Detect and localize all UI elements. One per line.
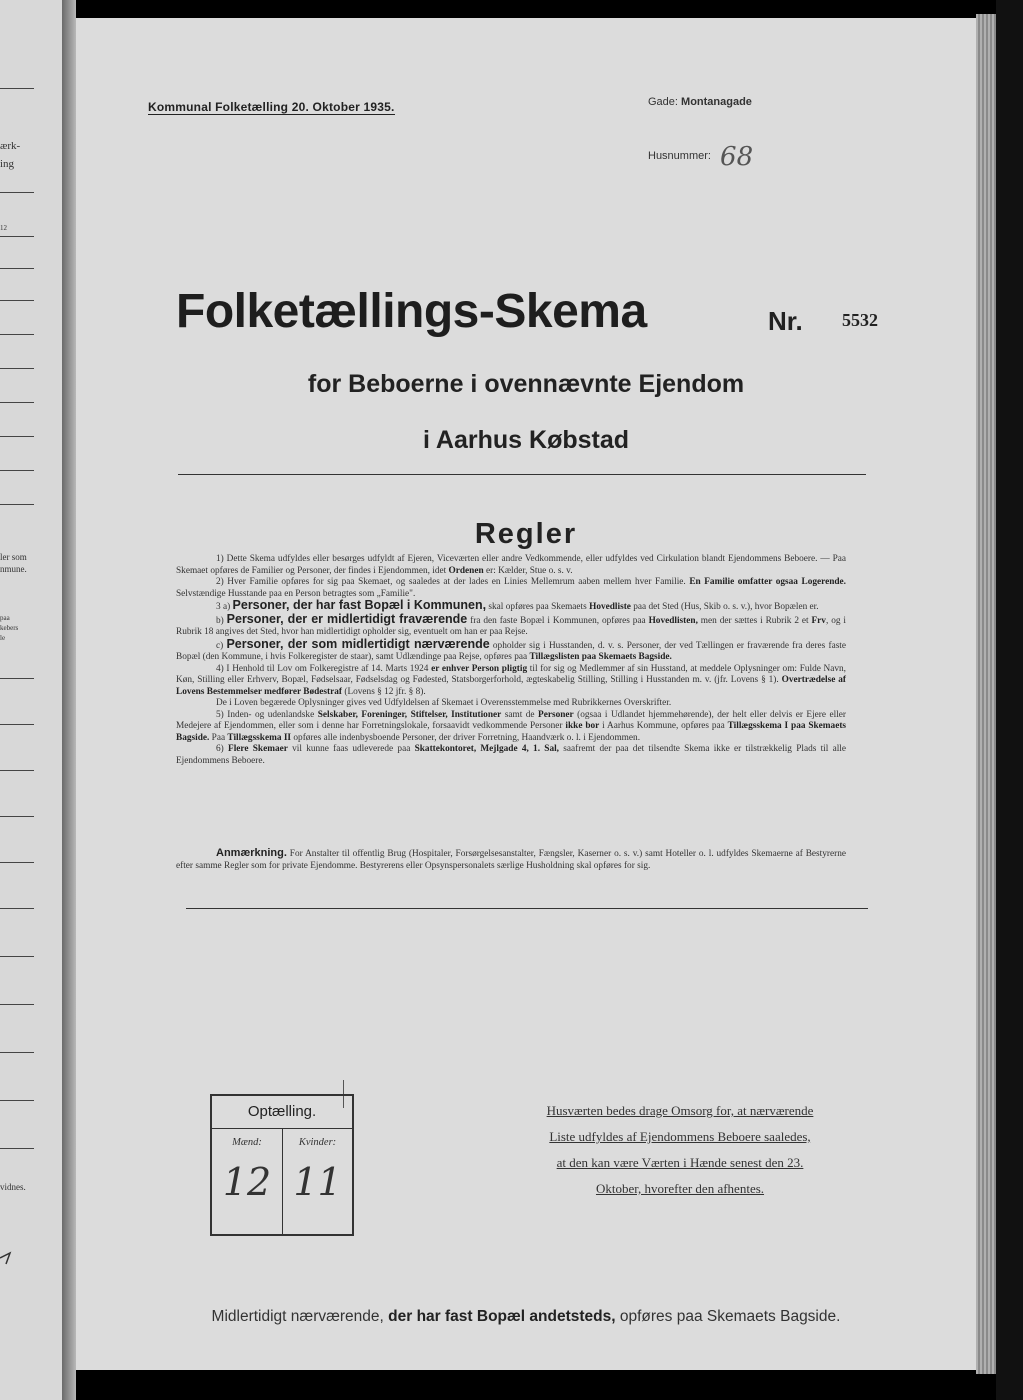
rule-number: 6) <box>216 744 224 754</box>
rule-text: , og i Rubrik 18 angives det Sted, hvor han midlertidigt opholder sig, eventuelt om han er paa Rejse. <box>176 615 846 637</box>
house-number-field <box>648 136 754 172</box>
rule-emphasis: Skattekontoret, Mejlgade 4, 1. Sal, <box>414 744 559 754</box>
left-fragment: ler som <box>0 552 27 562</box>
left-rule <box>0 724 34 725</box>
rule-text: er: Kælder, Stue o. s. v. <box>485 565 573 576</box>
background-edge <box>996 0 1023 1400</box>
rule-text: Selvstændige Husstande paa en Person betragtes som „Familie". <box>176 588 416 599</box>
left-rule <box>0 192 34 193</box>
rule-heading-text: Personer, der som midlertidigt nærværende <box>226 636 490 651</box>
men-label: Mænd: <box>232 1137 262 1148</box>
left-fragment: vidnes. <box>0 1182 26 1192</box>
rule-emphasis: ikke <box>565 721 583 731</box>
footer-text: opføres paa Skemaets Bagside. <box>619 1308 841 1325</box>
count-title: Optælling. <box>212 1096 352 1129</box>
rule-text: fra den faste Bopæl i Kommunen, opføres paa <box>470 615 646 626</box>
rule-emphasis: Tillægsskema II <box>227 732 292 743</box>
notice-line: Oktober, hvorefter den afhentes. <box>595 1181 765 1196</box>
rule-number: 3 a) <box>216 602 231 612</box>
rule-emphasis: er enhver Person pligtig <box>431 663 528 674</box>
rule-emphasis: Tillægslisten paa Skemaets Bagside. <box>529 652 672 662</box>
remark-label: Anmærkning. <box>216 847 287 859</box>
rule-number: b) <box>216 615 224 626</box>
left-fragment: nmune. <box>0 564 27 574</box>
left-rule <box>0 770 34 771</box>
rule-text: Paa <box>211 732 226 743</box>
rule-4b <box>176 698 846 710</box>
house-number-label: Husnummer: <box>648 150 711 162</box>
rule-emphasis: Selskaber, Foreninger, Stiftelser, Institutioner <box>317 709 502 720</box>
left-rule <box>0 816 34 817</box>
rule-emphasis: Hovedliste <box>589 602 631 612</box>
street-field <box>648 96 752 108</box>
form-location: i Aarhus Købstad <box>422 426 630 454</box>
rules-text <box>176 554 846 767</box>
rule-5 <box>176 710 846 745</box>
rule-emphasis: Personer <box>538 709 574 720</box>
remark-note <box>176 848 846 872</box>
rule-emphasis: Frv <box>811 615 826 626</box>
notice-line: Husværten bedes drage Omsorg for, at nærværende <box>546 1103 814 1118</box>
divider <box>186 908 868 909</box>
left-rule <box>0 1100 34 1101</box>
rule-heading-text: Personer, der er midlertidigt fraværende <box>226 611 468 626</box>
rule-emphasis: Overtrædelse af Lovens Bestemmelser medfører Bødestraf <box>176 675 846 697</box>
schema-number: 5532 <box>842 310 878 330</box>
rule-2 <box>176 577 846 600</box>
left-rule <box>0 908 34 909</box>
rule-emphasis: Tillægsskema I paa Skemaets Bagside. <box>176 721 847 743</box>
left-fragment: le <box>0 634 6 642</box>
left-rule <box>0 436 34 437</box>
left-rule <box>0 300 34 301</box>
rule-4 <box>176 664 846 699</box>
footer-emphasis: der har fast Bopæl andetsteds, <box>388 1308 616 1325</box>
book-gutter <box>62 0 76 1400</box>
women-label: Kvinder: <box>298 1137 337 1148</box>
men-count: 12 <box>222 1160 272 1204</box>
form-title: Folketællings-Skema <box>176 285 647 338</box>
left-rule <box>0 1052 34 1053</box>
rule-text: saafremt der paa det tilsendte Skema ikke er tilstrækkelig Plads til alle Ejendommens Beboere. <box>176 744 847 766</box>
left-rule <box>0 1148 34 1149</box>
footer-text: Midlertidigt nærværende, <box>211 1308 384 1325</box>
left-handwriting-mark <box>0 1250 14 1266</box>
count-box <box>210 1094 354 1236</box>
notice-line: Liste udfyldes af Ejendommens Beboere saaledes, <box>549 1129 811 1144</box>
rule-text: De i Loven begærede Oplysninger gives ved Udfyldelsen af Skemaet i Overensstemmelse med Rubrikkernes Overskrifter. <box>216 698 672 708</box>
left-fragment: ærk- <box>0 140 21 152</box>
rule-6 <box>176 744 846 767</box>
left-fragment: ing <box>0 158 15 170</box>
left-rule <box>0 504 34 505</box>
rule-heading-text: Personer, der har fast Bopæl i Kommunen, <box>232 598 487 612</box>
remark-text: For Anstalter til offentlig Brug (Hospitaler, Forsørgelsesanstalter, Fængsler, Kaserner o. s. v.) samt Hoteller o. l. udfyldes Skemaerne af Bestyrerne efter samme Regler som for private Ejendomme. Bestyrerens eller Opsynspersonalets særlige Husholdning skal opføres for sig. <box>176 849 846 871</box>
men-column <box>212 1129 283 1234</box>
left-rule <box>0 402 34 403</box>
rule-text: 4) I Henhold til Lov om Folkeregistre af 14. Marts 1924 <box>216 663 429 674</box>
rule-text: samt de <box>504 709 535 720</box>
street-label: Gade: <box>648 96 678 108</box>
house-number-value: 68 <box>720 142 754 172</box>
page-edges <box>976 14 996 1374</box>
rule-emphasis: Flere Skemaer <box>228 744 288 754</box>
left-fragment: paa <box>0 614 10 622</box>
rule-text: 1) Dette Skema udfyldes eller besørges udfyldt af Ejeren, Viceværten eller andre Vedkommende, eller udfyldes ved Cirkulation blandt Ejendommens Beboere. — Paa Skemaet opføres de Familier og Personer, der findes i Ejendommen, idet <box>176 554 846 576</box>
left-rule <box>0 1004 34 1005</box>
rule-text: skal opføres paa Skemaets <box>488 602 587 612</box>
left-rule <box>0 368 34 369</box>
rule-text: (Lovens § 12 jfr. § 8). <box>344 686 426 697</box>
rule-emphasis: Hovedlisten, <box>648 615 698 626</box>
landlord-notice <box>514 1098 846 1202</box>
left-rule <box>0 470 34 471</box>
rule-emphasis: En Familie omfatter ogsaa Logerende. <box>689 577 846 587</box>
left-rule <box>0 956 34 957</box>
rule-text: paa det Sted (Hus, Skib o. s. v.), hvor Bopælen er. <box>633 602 819 612</box>
number-label: Nr. <box>768 306 803 336</box>
rule-3b <box>176 611 846 639</box>
rule-text: vil kunne faas udleverede paa <box>292 744 411 754</box>
left-fragment: kebers <box>0 624 19 632</box>
census-form-page <box>76 18 976 1370</box>
divider <box>178 474 866 475</box>
left-rule <box>0 88 34 89</box>
women-column <box>283 1129 352 1234</box>
left-fragment: 12 <box>0 224 7 232</box>
notice-line: at den kan være Værten i Hænde senest den 23. <box>556 1155 804 1170</box>
rule-emphasis: bor <box>585 721 600 731</box>
rule-text: i Aarhus Kommune, opføres paa <box>602 721 725 731</box>
street-value: Montanagade <box>681 96 752 108</box>
rule-number: c) <box>216 640 224 651</box>
census-date-line: Kommunal Folketælling 20. Oktober 1935. <box>148 100 395 114</box>
rule-text: 5) Inden- og udenlandske <box>216 709 315 720</box>
left-rule <box>0 236 34 237</box>
rules-heading: Regler <box>474 518 578 550</box>
rule-text: opholder sig i Husstanden, d. v. s. Personer, der ved Tællingen er fraværende fra deres faste Bopæl (den Kommune, i hvis Folkeregister de staar), samt Udlændinge paa Rejse, opføres paa <box>176 640 847 662</box>
left-page-fragment <box>0 0 62 1400</box>
rule-text: til for sig og Medlemmer af sin Husstand, at meddele Oplysninger om: Fulde Navn, Køn, Stilling eller Erhverv, Bopæl, Fødselsaar, Fødselsdag og Fødested, Statsborgerforhold, ægteskabelig Stilling, Stilling i Husstanden m. v. (jfr. Lovens § 1). <box>176 663 847 685</box>
footer-note <box>76 1308 976 1326</box>
left-rule <box>0 334 34 335</box>
rule-emphasis: Ordenen <box>448 565 484 576</box>
rule-text: (ogsaa i Udlandet hjemmehørende), der helt eller delvis er Ejere eller Medejere af Ejendommen, eller som i denne har Forretningslokale, forsaavidt vedkommende Personer <box>176 709 847 731</box>
women-count: 11 <box>293 1160 342 1204</box>
form-subtitle: for Beboerne i ovennævnte Ejendom <box>307 370 745 398</box>
left-rule <box>0 678 34 679</box>
left-rule <box>0 268 34 269</box>
rule-1 <box>176 554 846 577</box>
rule-text: 2) Hver Familie opføres for sig paa Skemaet, og saaledes at der lades en Linies Mellemrum aaben mellem hver Familie. <box>216 577 686 587</box>
rule-text: opføres alle indenbysboende Personer, der driver Forretning, Haandværk o. l. i Ejendommen. <box>293 732 641 743</box>
rule-3c <box>176 636 847 664</box>
rule-text: men der sættes i Rubrik 2 et <box>700 615 809 626</box>
left-rule <box>0 862 34 863</box>
